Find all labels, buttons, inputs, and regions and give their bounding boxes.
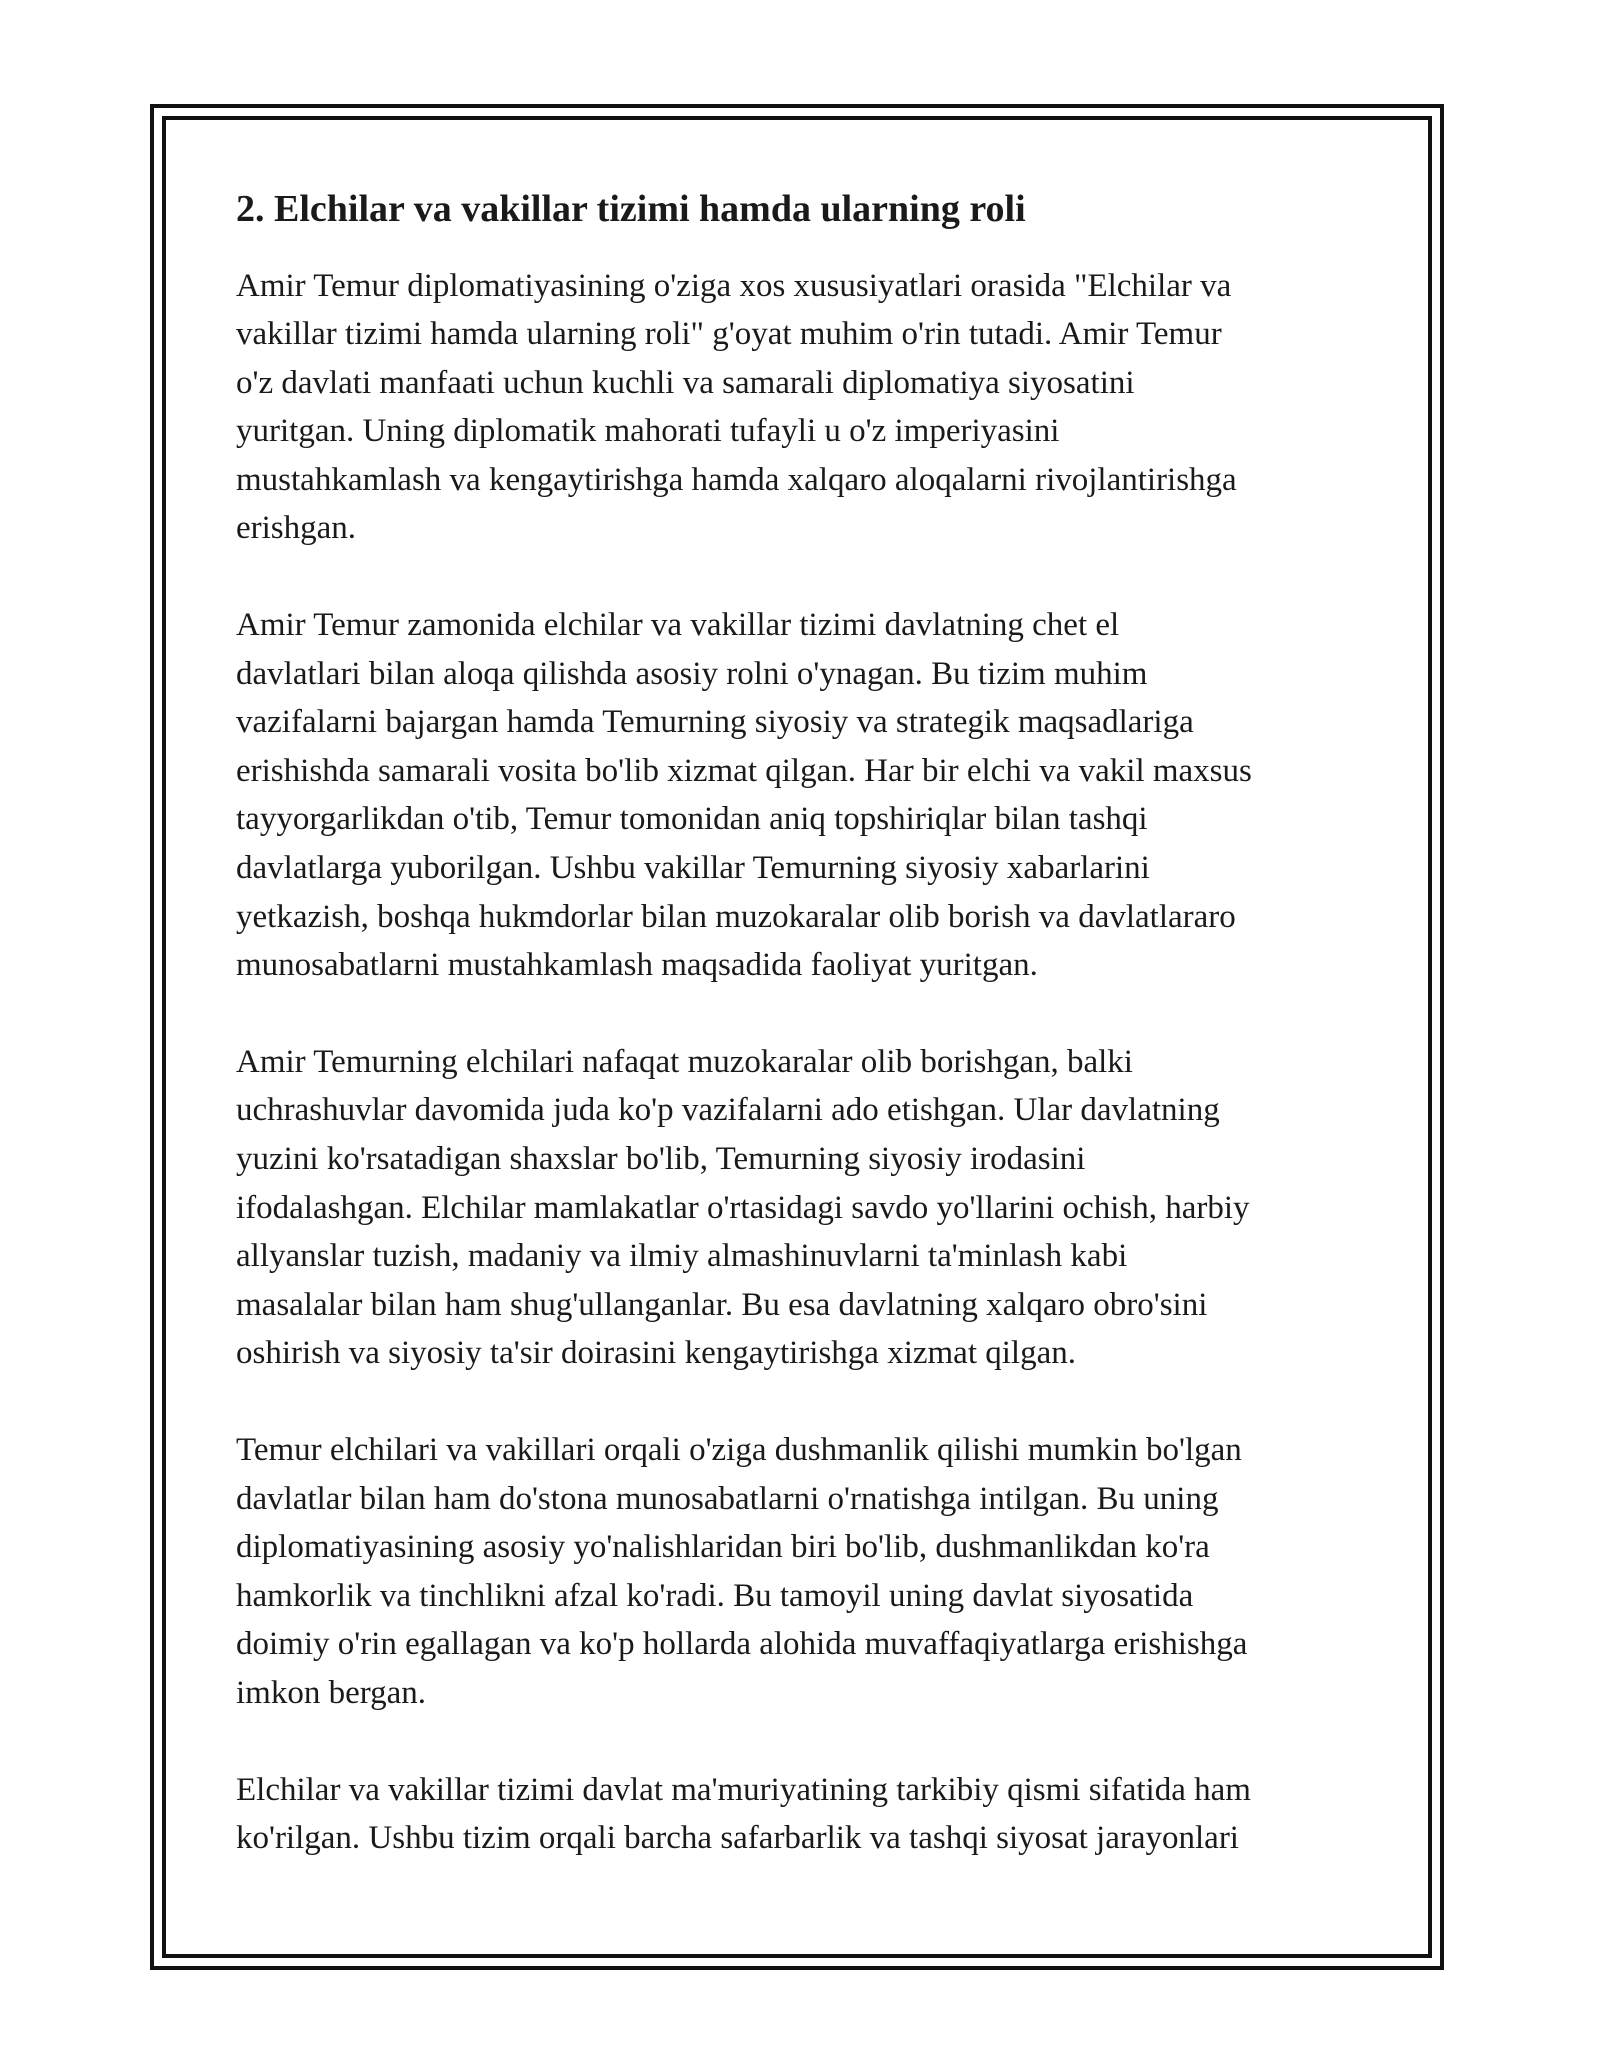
text-line: oshirish va siyosiy ta'sir doirasini kengaytirishga xizmat qilgan.: [236, 1335, 1076, 1372]
paragraph-3: [236, 1038, 1366, 1378]
text-line: erishgan.: [236, 510, 357, 547]
paragraph-2: [236, 601, 1366, 990]
text-line: Amir Temur zamonida elchilar va vakillar tizimi davlatning chet el: [236, 607, 1120, 644]
text-line: vakillar tizimi hamda ularning roli" g'oyat muhim o'rin tutadi. Amir Temur: [236, 316, 1222, 353]
text-line: davlatlar bilan ham do'stona munosabatlarni o'rnatishga intilgan. Bu uning: [236, 1480, 1219, 1517]
text-line: erishishda samarali vosita bo'lib xizmat qilgan. Har bir elchi va vakil maxsus: [236, 752, 1252, 789]
text-line: vazifalarni bajargan hamda Temurning siyosiy va strategik maqsadlariga: [236, 704, 1194, 741]
paragraph-1: [236, 262, 1366, 554]
text-line: yuzini ko'rsatadigan shaxslar bo'lib, Temurning siyosiy irodasini: [236, 1141, 1086, 1177]
text-line: imkon bergan.: [236, 1674, 427, 1711]
text-line: uchrashuvlar davomida juda ko'p vazifalarni ado etishgan. Ular davlatning: [236, 1092, 1220, 1129]
text-line: mustahkamlash va kengaytirishga hamda xalqaro aloqalarni rivojlantirishga: [236, 461, 1237, 498]
text-line: Amir Temurning elchilari nafaqat muzokaralar olib borishgan, balki: [236, 1043, 1133, 1080]
text-line: Amir Temur diplomatiyasining o'ziga xos xususiyatlari orasida "Elchilar va: [236, 267, 1232, 304]
text-line: munosabatlarni mustahkamlash maqsadida faoliyat yuritgan.: [236, 947, 1038, 984]
text-line: ko'rilgan. Ushbu tizim orqali barcha safarbarlik va tashqi siyosat jarayonlari: [236, 1820, 1239, 1857]
text-line: ifodalashgan. Elchilar mamlakatlar o'rtasidagi savdo yo'llarini ochish, harbiy: [236, 1189, 1250, 1226]
text-line: davlatlarga yuborilgan. Ushbu vakillar Temurning siyosiy xabarlarini: [236, 850, 1150, 887]
document-body: [236, 186, 1366, 1911]
text-line: yetkazish, boshqa hukmdorlar bilan muzokaralar olib borish va davlatlararo: [236, 898, 1236, 935]
text-line: tayyorgarlikdan o'tib, Temur tomonidan aniq topshiriqlar bilan tashqi: [236, 801, 1148, 838]
paragraph-4: [236, 1426, 1366, 1718]
text-line: diplomatiyasining asosiy yo'nalishlaridan biri bo'lib, dushmanlikdan ko'ra: [236, 1529, 1210, 1566]
text-line: doimiy o'rin egallagan va ko'p hollarda alohida muvaffaqiyatlarga erishishga: [236, 1626, 1248, 1663]
text-line: yuritgan. Uning diplomatik mahorati tufayli u o'z imperiyasini: [236, 413, 1060, 450]
text-line: o'z davlati manfaati uchun kuchli va samarali diplomatiya siyosatini: [236, 364, 1135, 401]
text-line: masalalar bilan ham shug'ullanganlar. Bu esa davlatning xalqaro obro'sini: [236, 1286, 1208, 1323]
text-line: Elchilar va vakillar tizimi davlat ma'muriyatining tarkibiy qismi sifatida ham: [236, 1771, 1251, 1808]
text-line: allyanslar tuzish, madaniy va ilmiy almashinuvlarni ta'minlash kabi: [236, 1238, 1128, 1275]
section-heading: 2. Elchilar va vakillar tizimi hamda ularning roli: [236, 188, 1026, 230]
paragraph-5: [236, 1766, 1366, 1863]
text-line: davlatlari bilan aloqa qilishda asosiy rolni o'ynagan. Bu tizim muhim: [236, 655, 1148, 692]
text-line: hamkorlik va tinchlikni afzal ko'radi. Bu tamoyil uning davlat siyosatida: [236, 1577, 1194, 1614]
text-line: Temur elchilari va vakillari orqali o'ziga dushmanlik qilishi mumkin bo'lgan: [236, 1431, 1242, 1468]
